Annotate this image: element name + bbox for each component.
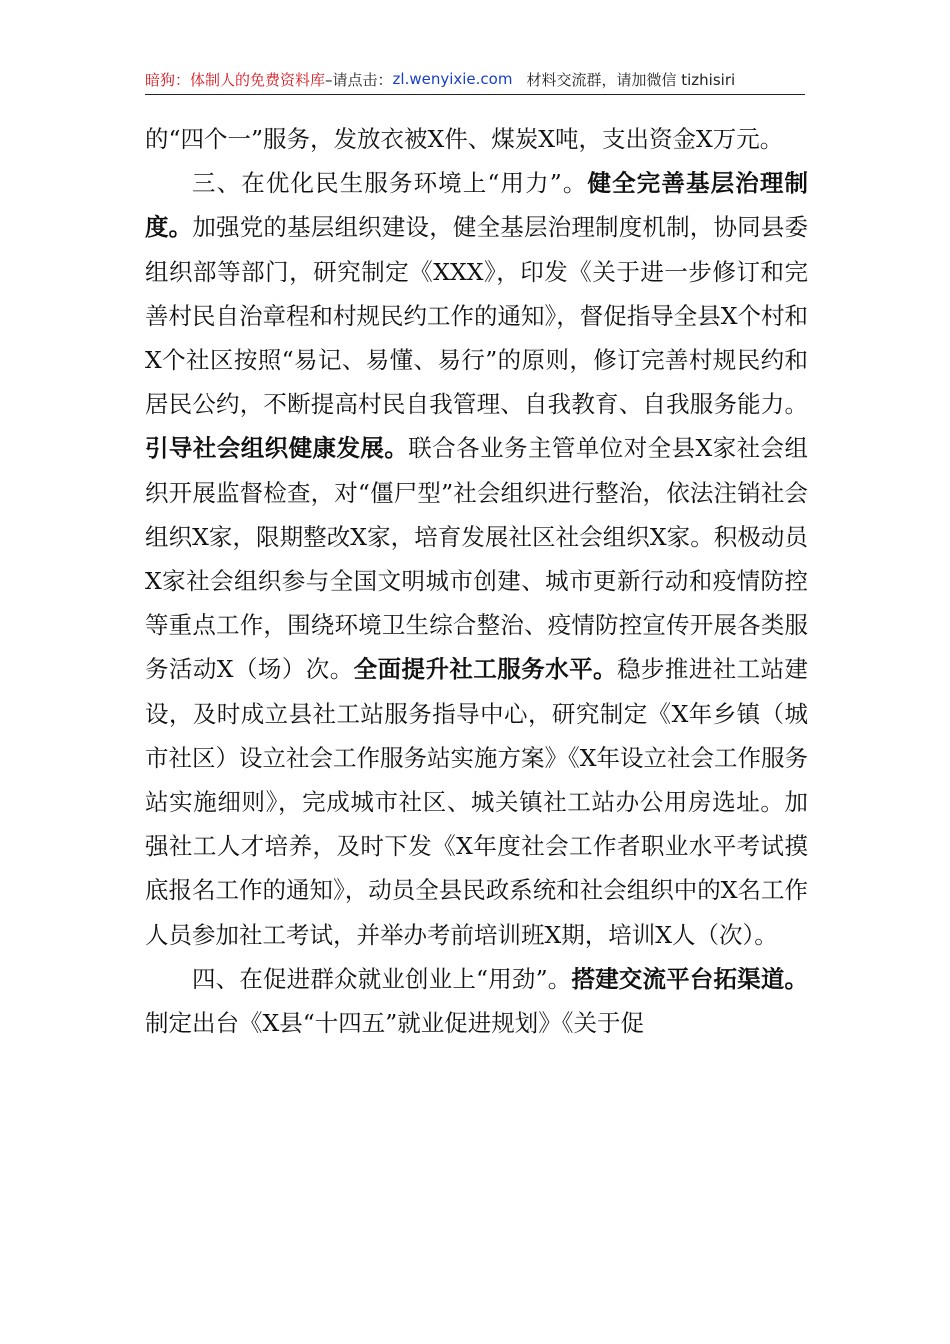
header-divider (145, 94, 805, 95)
site-url-link[interactable]: zl.wenyixie.com (392, 70, 513, 88)
paragraph-text: 的“四个一”服务，发放衣被X件、煤炭X吨，支出资金X万元。 (145, 125, 784, 153)
subsection-title: 健全完善基层治理制度。 (145, 169, 808, 242)
page-header (145, 66, 805, 92)
subsection-title: 全面提升社工服务水平。 (353, 655, 617, 684)
paragraph-continuation (145, 117, 808, 161)
paragraph-text: 制定出台《X县“十四五”就业促进规划》《关于促 (145, 1009, 645, 1038)
paragraph-text: 加强党的基层组织建设，健全基层治理制度机制，协同县委组织部等部门，研究制定《XXX》，印发《关于进一步修订和完善村民自治章程和村规民约工作的通知》，督促指导全县X个村和X个社区按照“易记、易懂、易行”的原则，修订完善村规民约和居民公约，不断提高村民自我管理、自我教育、自我服务能力。 (145, 213, 809, 419)
paragraph-section-four (145, 957, 808, 1045)
click-prompt: –请点击： (325, 70, 393, 89)
section-heading: 四、在促进群众就业创业上“用劲”。 (192, 964, 572, 993)
site-label: 暗狗：体制人的免费资料库 (145, 70, 326, 89)
paragraph-section-three (145, 161, 808, 957)
subsection-title: 搭建交流平台拓渠道。 (571, 964, 808, 993)
wechat-group-text: 材料交流群，请加微信 tizhisiri (526, 70, 736, 89)
paragraph-text: 联合各业务主管单位对全县X家社会组织开展监督检查，对“僵尸型”社会组织进行整治，依法注销社会组织X家，限期整改X家，培育发展社区社会组织X家。积极动员X家社会组织参与全国文明城市创建、城市更新行动和疫情防控等重点工作，围绕环境卫生综合整治、疫情防控宣传开展各类服务活动X（场）次。 (145, 434, 808, 684)
paragraph-text: 稳步推进社工站建设，及时成立县社工站服务指导中心，研究制定《X年乡镇（城市社区）设立社会工作服务站实施方案》《X年设立社会工作服务站实施细则》，完成城市社区、城关镇社工站办公用房选址。加强社工人才培养，及时下发《X年度社会工作者职业水平考试摸底报名工作的通知》，动员全县民政系统和社会组织中的X名工作人员参加社工考试，并举办考前培训班X期，培训X人（次）。 (145, 655, 809, 949)
document-body (145, 117, 808, 1045)
subsection-title: 引导社会组织健康发展。 (145, 434, 409, 463)
section-heading: 三、在优化民生服务环境上“用力”。 (192, 169, 588, 198)
